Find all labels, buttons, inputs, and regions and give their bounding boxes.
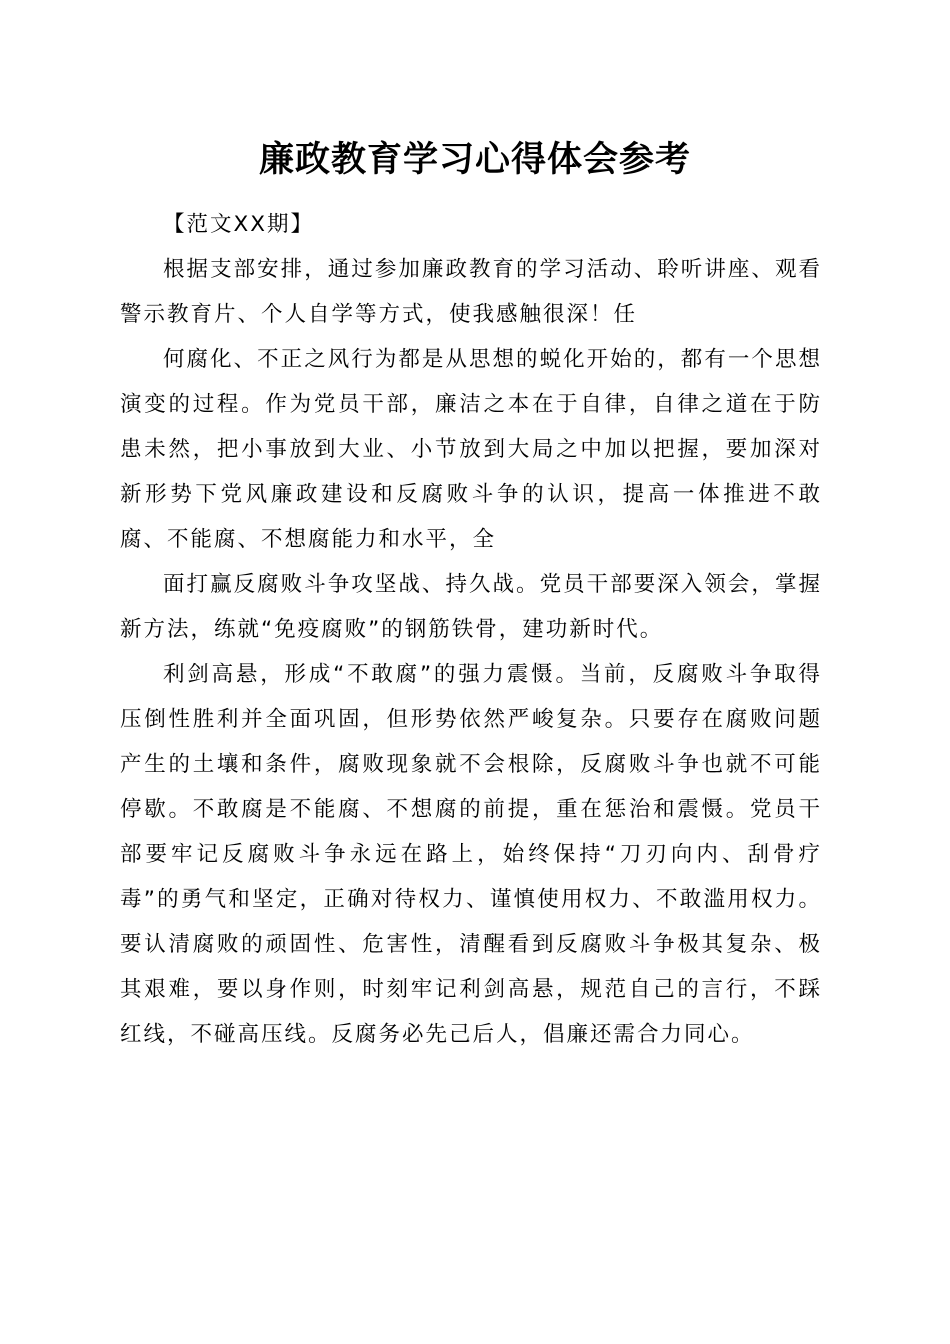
document-title: 廉政教育学习心得体会参考 (258, 139, 691, 180)
issue-label: 【范文XX期】 (163, 212, 314, 237)
paragraph: 何腐化、不正之风行为都是从思想的蜕化开始的，都有一个思想演变的过程。作为党员干部，廉洁之本在于自律，自律之道在于防患未然，把小事放到大业、小节放到大局之中加以把握，要加深对新形势下党风廉政建设和反腐败斗争的认识，提高一体推进不敢腐、不能腐、不想腐能力和水平，全 (120, 347, 822, 552)
paragraph: 利剑高悬，形成“不敢腐”的强力震慑。当前，反腐败斗争取得压倒性胜利并全面巩固，但形势依然严峻复杂。只要存在腐败问题产生的土壤和条件，腐败现象就不会根除，反腐败斗争也就不可能停歇。不敢腐是不能腐、不想腐的前提，重在惩治和震慑。党员干部要牢记反腐败斗争永远在路上，始终保持“刀刃向内、刮骨疗毒”的勇气和坚定，正确对待权力、谨慎使用权力、不敢滥用权力。要认清腐败的顽固性、危害性，清醒看到反腐败斗争极其复杂、极其艰难，要以身作则，时刻牢记利剑高悬，规范自己的言行，不踩红线，不碰高压线。反腐务必先己后人，倡廉还需合力同心。 (120, 662, 822, 1047)
paragraph: 根据支部安排，通过参加廉政教育的学习活动、聆听讲座、观看警示教育片、个人自学等方式，使我感触很深！任 (120, 257, 822, 327)
document-body (120, 202, 822, 1057)
paragraph: 面打赢反腐败斗争攻坚战、持久战。党员干部要深入领会，掌握新方法，练就“免疫腐败”的钢筋铁骨，建功新时代。 (120, 572, 822, 642)
